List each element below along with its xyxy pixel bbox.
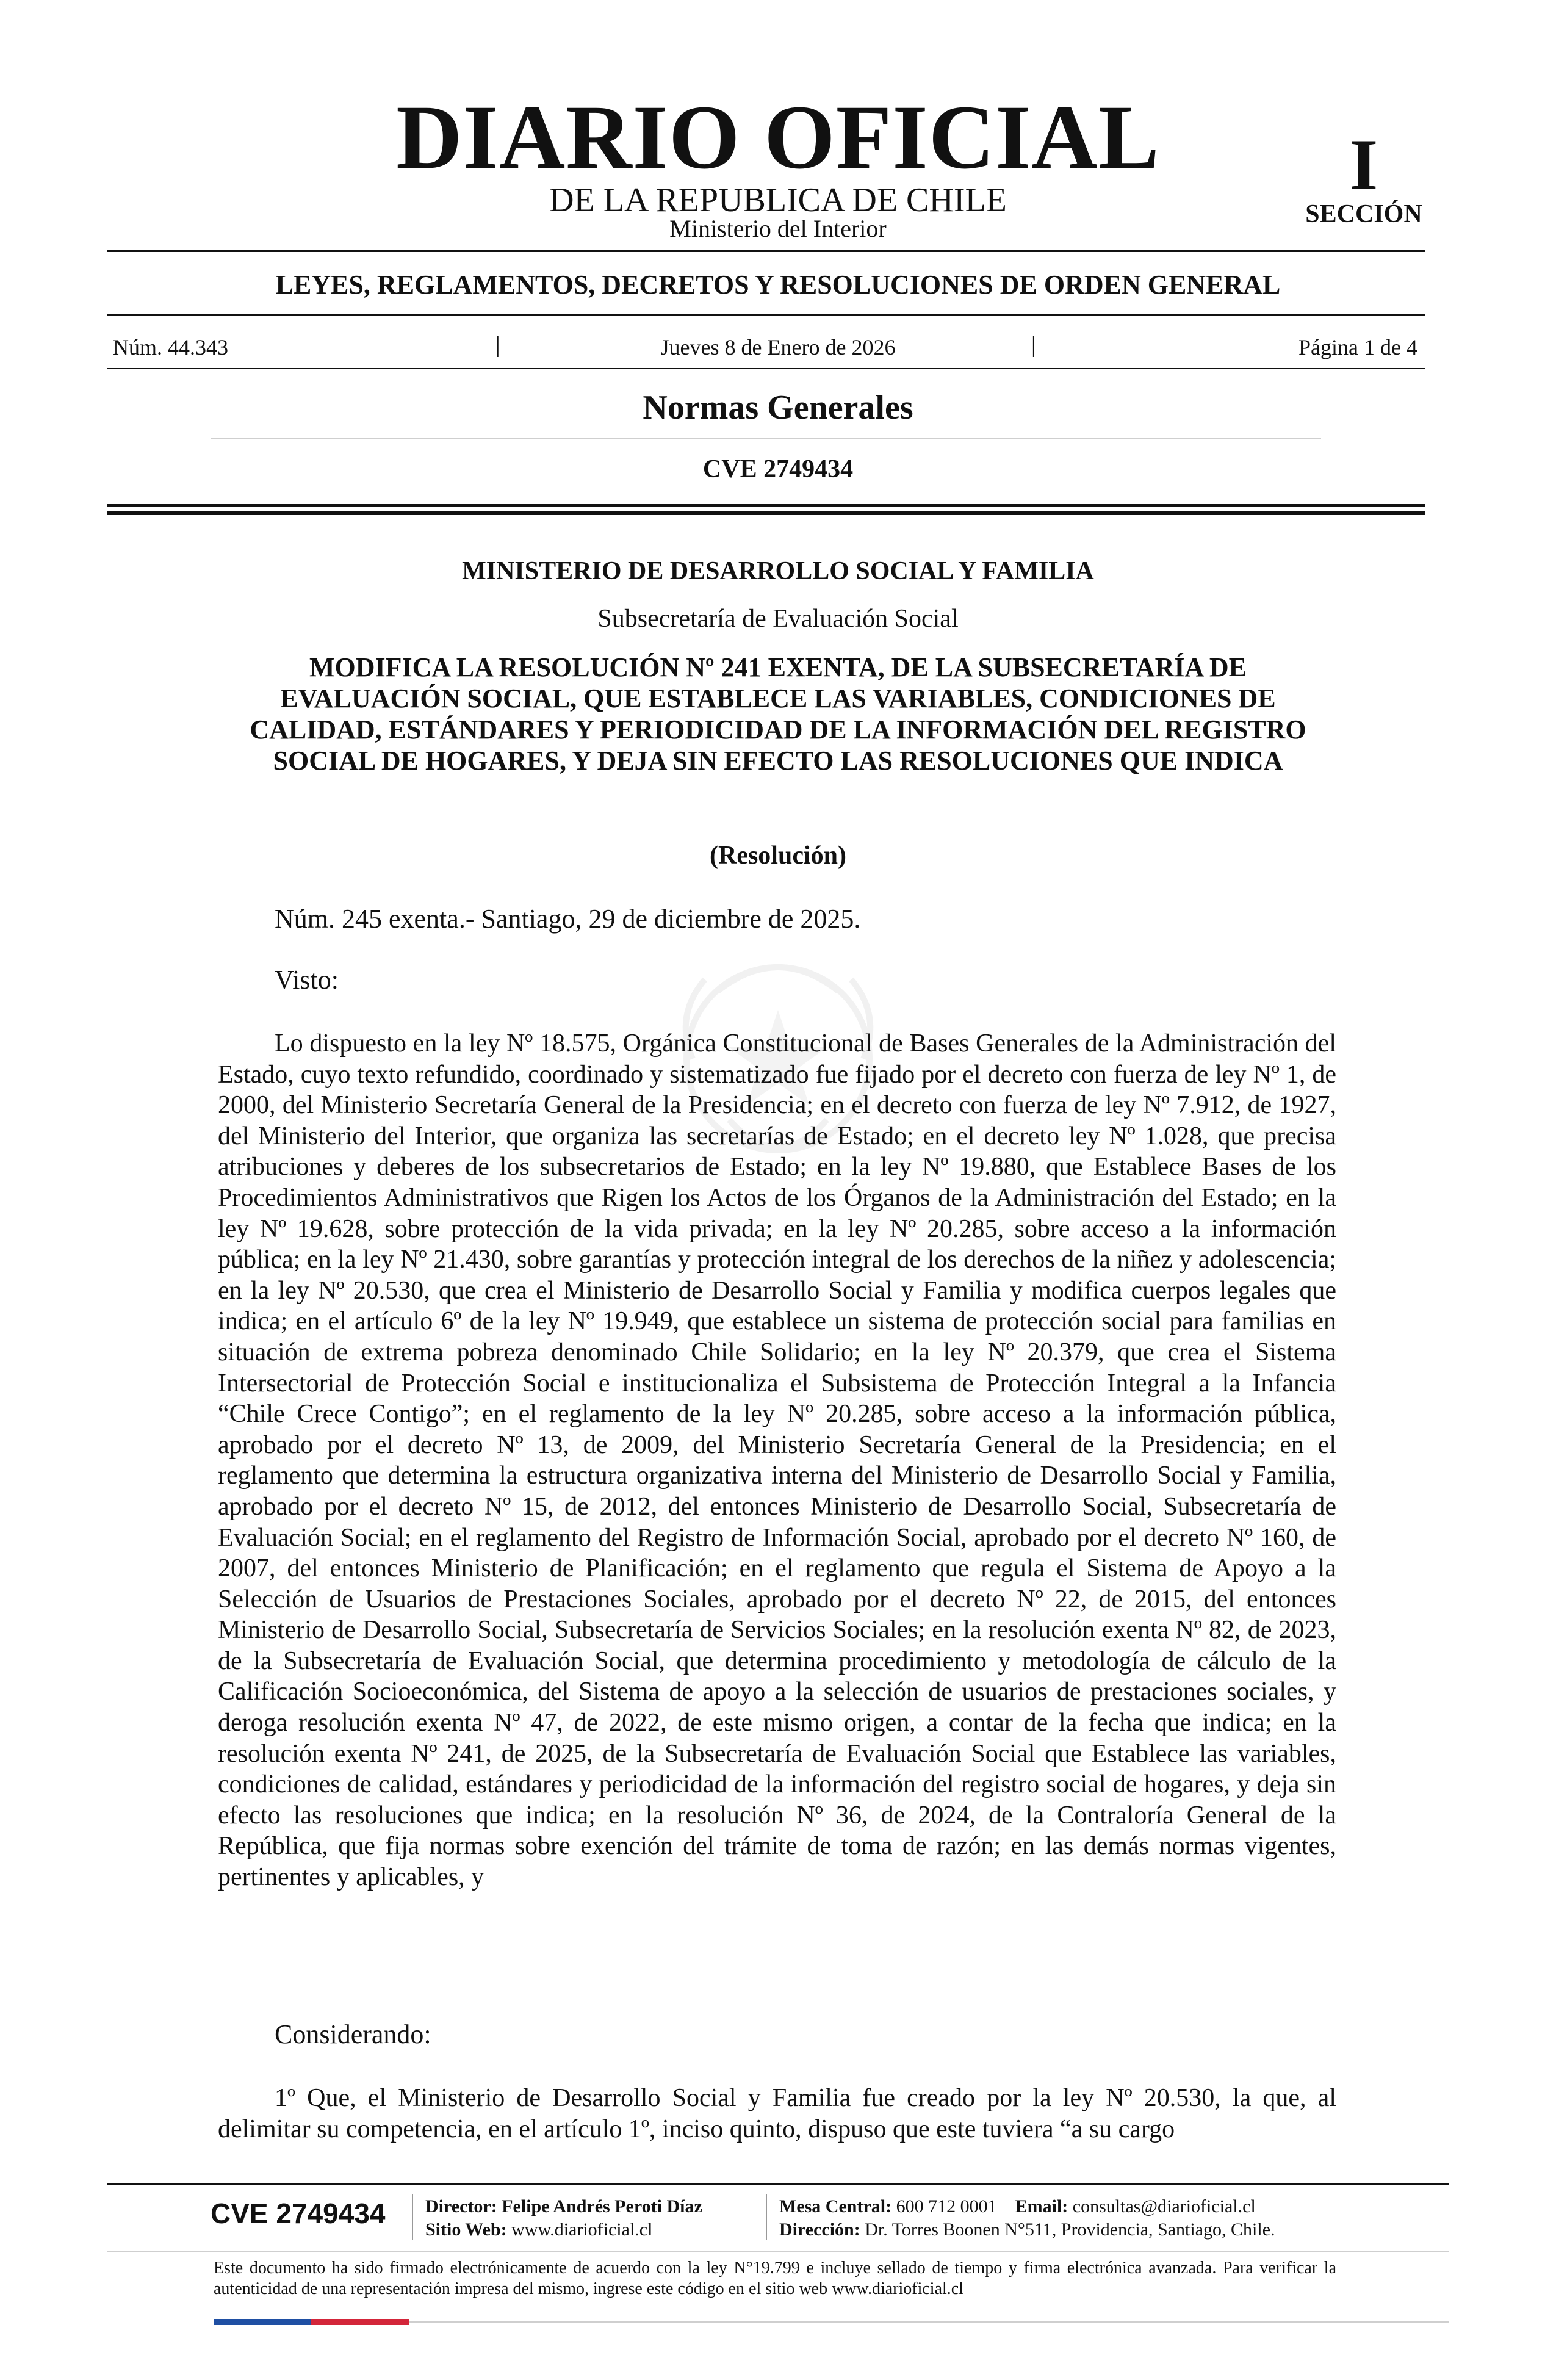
- footer-divider: [107, 2183, 1449, 2185]
- masthead-subtitle: DE LA REPUBLICA DE CHILE: [549, 181, 1007, 219]
- footer-director-label: Director:: [425, 2196, 497, 2216]
- masthead-ministry: Ministerio del Interior: [669, 215, 887, 242]
- footer-website-label: Sitio Web:: [425, 2220, 507, 2240]
- issue-date: Jueves 8 de Enero de 2026: [660, 335, 896, 359]
- header-category: LEYES, REGLAMENTOS, DECRETOS Y RESOLUCIONES DE ORDEN GENERAL: [275, 270, 1281, 300]
- issue-separator: |: [1031, 332, 1036, 358]
- footer-email-value[interactable]: consultas@diarioficial.cl: [1072, 2196, 1256, 2216]
- issue-separator: |: [495, 332, 500, 358]
- footer-bottom-rule: [409, 2321, 1449, 2323]
- footer-signature-note: Este documento ha sido firmado electrónicamente de acuerdo con la ley N°19.799 e incluye sellado de tiempo y firma electrónica avanzada. Para verificar la autenticidad de una representación impresa del mismo, ingrese este código en el sitio web www.diarioficial.cl: [214, 2259, 1336, 2298]
- visto-paragraph: Lo dispuesto en la ley Nº 18.575, Orgánica Constitucional de Bases Generales de la Administración del Estado, cuyo texto refundido, coordinado y sistematizado fue fijado por el decreto con fuerza de ley Nº 1, de 2000, del Ministerio Secretaría General de la Presidencia; en el decreto con fuerza de ley Nº 7.912, de 1927, del Ministerio del Interior, que organiza las secretarías de Estado; en el decreto ley Nº 1.028, que precisa atribuciones y deberes de los subsecretarios de Estado; en la ley Nº 19.880, que Establece Bases de los Procedimientos Administrativos que Rigen los Actos de los Órganos de la Administración del Estado; en la ley Nº 19.628, sobre protección de la vida privada; en la ley Nº 20.285, sobre acceso a la información pública; en la ley Nº 21.430, sobre garantías y protección integral de los derechos de la niñez y adolescencia; en la ley Nº 20.530, que crea el Ministerio de Desarrollo Social y Familia y modifica cuerpos legales que indica; en el artículo 6º de la ley Nº 19.949, que establece un sistema de protección social para familias en situación de extrema pobreza denominado Chile Solidario; en la ley Nº 20.379, que crea el Sistema Intersectorial de Protección Social e institucionaliza el Subsistema de Protección Integral a la Infancia “Chile Crece Contigo”; en el reglamento de la ley Nº 20.285, sobre acceso a la información pública, aprobado por el decreto Nº 13, de 2009, del Ministerio Secretaría General de la Presidencia; en el reglamento que determina la estructura organizativa interna del Ministerio de Desarrollo Social y Familia, aprobado por el decreto Nº 15, de 2012, del entonces Ministerio de Desarrollo Social, Subsecretaría de Evaluación Social; en el reglamento del Registro de Información Social, aprobado por el decreto Nº 160, de 2007, del entonces Ministerio de Planificación; en el reglamento que regula el Sistema de Apoyo a la Selección de Usuarios de Prestaciones Sociales, aprobado por el decreto Nº 22, de 2015, del entonces Ministerio de Desarrollo Social, Subsecretaría de Servicios Sociales; en la resolución exenta Nº 82, de 2023, de la Subsecretaría de Evaluación Social, que determina procedimiento y metodología de cálculo de la Calificación Socioeconómica, del Sistema de apoyo a la selección de usuarios de prestaciones sociales, y deroga resolución exenta Nº 47, de 2022, de este mismo origen, a contar de la fecha que indica; en la resolución exenta Nº 241, de 2025, de la Subsecretaría de Evaluación Social que Establece las variables, condiciones de calidad, estándares y periodicidad de la información del registro social de hogares, y deja sin efecto las resoluciones que indica; en la resolución Nº 36, de 2024, de la Contraloría General de la República, que fija normas sobre exención del trámite de toma de razón; en las demás normas vigentes, pertinentes y aplicables, y: [218, 1030, 1336, 1892]
- footer-address-label: Dirección:: [779, 2220, 860, 2240]
- section-label: SECCIÓN: [1305, 200, 1422, 228]
- footer-address-value: Dr. Torres Boonen N°511, Providencia, Santiago, Chile.: [865, 2220, 1275, 2240]
- resolution-line: Núm. 245 exenta.- Santiago, 29 de diciembre de 2025.: [275, 904, 861, 934]
- footer-cve-code: CVE 2749434: [211, 2198, 386, 2229]
- footer-phone-value: 600 712 0001: [896, 2196, 997, 2216]
- issue-number: Núm. 44.343: [113, 335, 228, 359]
- document-type: (Resolución): [710, 842, 846, 870]
- considerando-label: Considerando:: [275, 2019, 431, 2049]
- footer-phone-label: Mesa Central:: [779, 2196, 892, 2216]
- masthead-divider: [107, 250, 1425, 252]
- header-double-rule-bottom: [107, 511, 1425, 515]
- issue-divider: [107, 368, 1425, 369]
- issuing-ministry: MINISTERIO DE DESARROLLO SOCIAL Y FAMILIA: [462, 557, 1094, 585]
- footer-website-value[interactable]: www.diarioficial.cl: [511, 2220, 653, 2240]
- footer-website[interactable]: [425, 2218, 652, 2241]
- flag-stripe-blue: [214, 2319, 311, 2325]
- visto-label: Visto:: [275, 965, 339, 995]
- footer-note-divider: [107, 2251, 1449, 2252]
- footer-email-label: Email:: [1015, 2196, 1068, 2216]
- footer-address: [779, 2218, 1275, 2241]
- considerando-point-1: 1º Que, el Ministerio de Desarrollo Social y Familia fue creado por la ley Nº 20.530, la que, al delimitar su competencia, en el artículo 1º, inciso quinto, dispuso que este tuviera “a su cargo: [218, 2084, 1336, 2143]
- document-title: MODIFICA LA RESOLUCIÓN Nº 241 EXENTA, DE LA SUBSECRETARÍA DE EVALUACIÓN SOCIAL, QUE ESTABLECE LAS VARIABLES, CONDICIONES DE CALIDAD, ESTÁNDARES Y PERIODICIDAD DE LA INFORMACIÓN DEL REGISTRO SOCIAL DE HOGARES, Y DEJA SIN EFECTO LAS RESOLUCIONES QUE INDICA: [250, 652, 1306, 776]
- footer-separator: [766, 2194, 767, 2240]
- footer-director: [425, 2195, 702, 2218]
- footer-separator: [412, 2194, 413, 2240]
- footer-contact: [779, 2195, 1256, 2218]
- cve-code: CVE 2749434: [702, 455, 854, 483]
- footer-director-value: Felipe Andrés Peroti Díaz: [502, 2196, 702, 2216]
- section-heading: Normas Generales: [643, 389, 913, 427]
- header-double-rule-top: [107, 504, 1425, 507]
- masthead-title: DIARIO OFICIAL: [396, 87, 1160, 188]
- flag-stripe-red: [311, 2319, 409, 2325]
- section-numeral: I: [1349, 124, 1378, 205]
- page-indicator: Página 1 de 4: [1298, 335, 1417, 359]
- category-divider: [107, 314, 1425, 316]
- subsecretaria: Subsecretaría de Evaluación Social: [597, 605, 959, 633]
- section-heading-underline: [211, 438, 1321, 439]
